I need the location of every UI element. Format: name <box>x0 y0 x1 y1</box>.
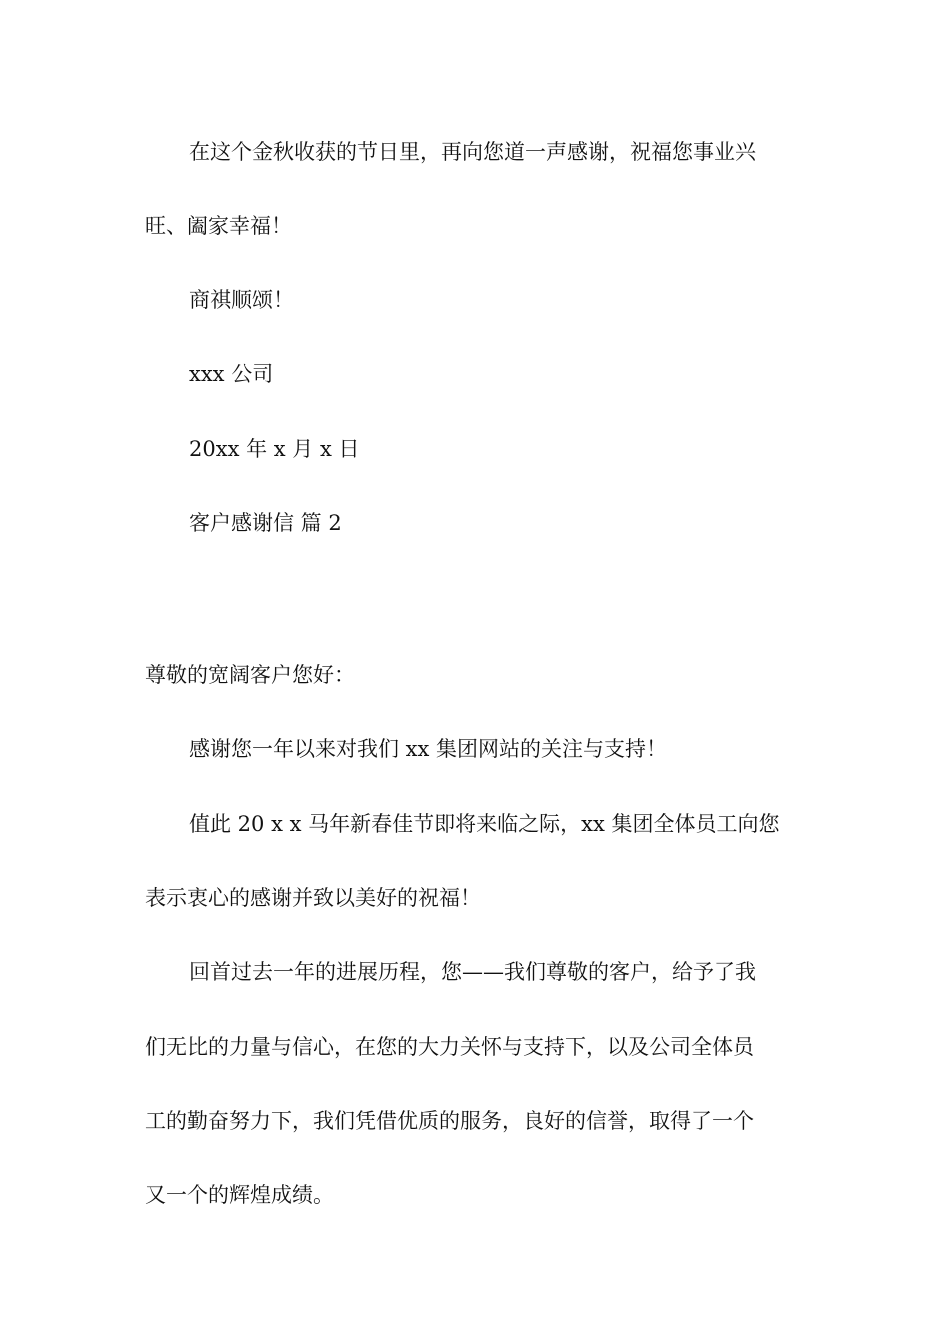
paragraph-line: 又一个的辉煌成绩。 <box>145 1183 334 1207</box>
paragraph-line: 表示衷心的感谢并致以美好的祝福！ <box>145 886 481 910</box>
paragraph-line: 在这个金秋收获的节日里，再向您道一声感谢，祝福您事业兴 <box>189 140 756 164</box>
paragraph-line: 值此 20 x x 马年新春佳节即将来临之际，xx 集团全体员工向您 <box>189 812 780 836</box>
paragraph-line: 旺、阖家幸福！ <box>145 214 292 238</box>
greeting: 尊敬的宽阔客户您好： <box>145 663 355 687</box>
letter-date: 20xx 年 x 月 x 日 <box>189 437 360 461</box>
paragraph-line: 回首过去一年的进展历程，您——我们尊敬的客户，给予了我 <box>189 960 756 984</box>
paragraph-line: 工的勤奋努力下，我们凭借优质的服务，良好的信誉，取得了一个 <box>145 1109 754 1133</box>
section-title: 客户感谢信 篇 2 <box>189 511 342 535</box>
paragraph-line: 们无比的力量与信心，在您的大力关怀与支持下，以及公司全体员 <box>145 1035 754 1059</box>
closing-text: 商祺顺颂！ <box>189 288 294 312</box>
company-signature: xxx 公司 <box>189 362 274 386</box>
paragraph-line: 感谢您一年以来对我们 xx 集团网站的关注与支持！ <box>189 737 668 761</box>
